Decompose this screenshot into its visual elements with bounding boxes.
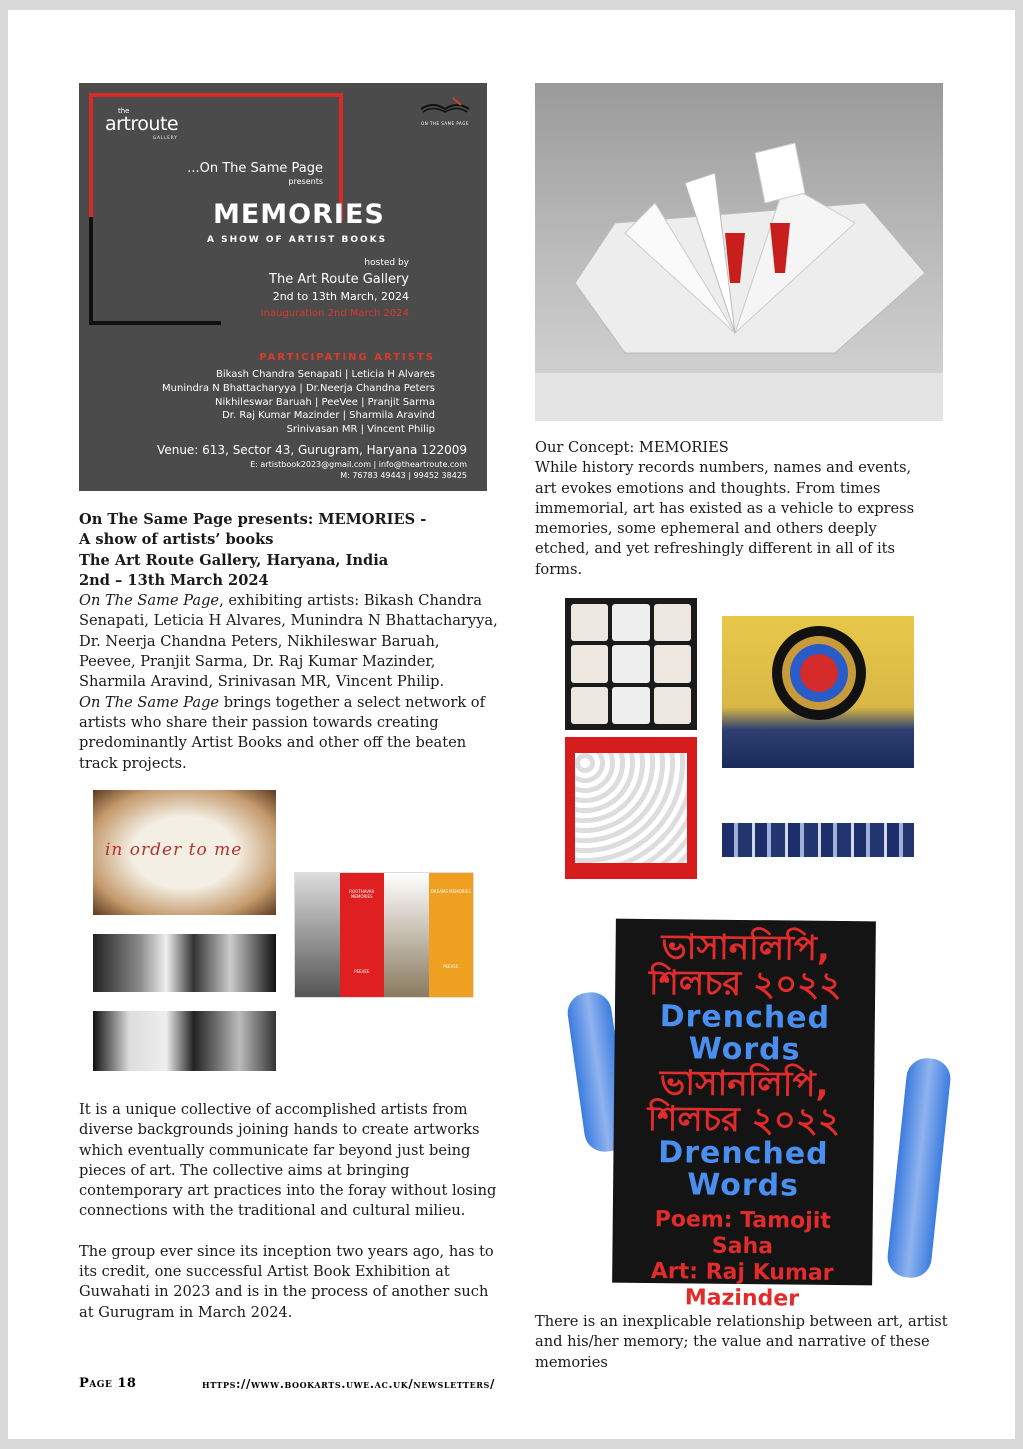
poster-artist-line: Dr. Raj Kumar Mazinder | Sharmila Aravind (222, 410, 435, 422)
tile (612, 645, 649, 682)
caption-italic: On The Same Page (79, 592, 220, 610)
circle-painting-artwork (722, 616, 914, 768)
caption-text: brings together a select network of artists who share their passion towards creating predominantly Artist Books and other off the beaten track projects. (79, 693, 485, 772)
drenched-words-artwork (576, 918, 941, 1312)
caption-paragraph-2 (79, 693, 499, 774)
poem-credit: Poem: Tamojit (654, 1207, 831, 1234)
english-title-2: Words (688, 1031, 801, 1068)
photo-strip-artwork-2 (93, 1011, 276, 1071)
circle-red (800, 654, 838, 692)
caption-dates: 2nd – 13th March 2024 (79, 571, 269, 589)
panel-red-footer: PEEVEE (354, 969, 370, 974)
poster-participating-heading: PARTICIPATING ARTISTS (259, 352, 435, 363)
open-book-icon (417, 95, 473, 115)
poster-black-frame (89, 217, 221, 325)
poster-email: E: artistbook2023@gmail.com | info@theartroute.com (250, 460, 467, 469)
poster-artist-list (162, 368, 435, 437)
caption-paragraph-1 (79, 591, 499, 692)
concept-heading: Our Concept: MEMORIES (535, 439, 729, 456)
tile (571, 687, 608, 724)
artist-book-photo (535, 83, 943, 421)
burnt-paper-artwork (93, 790, 276, 915)
caption-venue: The Art Route Gallery, Haryana, India (79, 551, 389, 569)
english-title-2-repeat: Words (687, 1167, 800, 1204)
panel-orange (429, 873, 474, 997)
red-texture-artwork (565, 737, 697, 879)
tile (571, 645, 608, 682)
panel-photo-2 (384, 873, 429, 997)
caption-title: On The Same Page presents: MEMORIES - (79, 511, 427, 528)
panel-orange-footer: PEEVEE (443, 964, 459, 969)
poster-contact (250, 459, 467, 481)
poster-mobile: M: 76783 49443 | 99452 38425 (340, 471, 467, 480)
blue-ribbon-right (886, 1056, 953, 1279)
concept-section (535, 438, 935, 580)
poem-credit-2: Saha (711, 1233, 774, 1260)
poster-logo: artroute (105, 113, 179, 135)
page-number: Page 18 (79, 1376, 137, 1391)
english-title-repeat: Drenched (658, 1135, 829, 1172)
blue-strip-artwork (722, 823, 914, 857)
folded-book-sculpture (535, 83, 943, 421)
collective-paragraph-1: It is a unique collective of accomplished artists from diverse backgrounds joining hands to create artworks which eventually communicate far beyond just being pieces of art. The collective aims at bringing contemporary art practices into the foray without losing connections with the traditional and cultural milieu. (79, 1101, 497, 1220)
caption-subtitle: A show of artists’ books (79, 531, 274, 549)
drenched-words-board (612, 919, 876, 1312)
poster-presents: presents (288, 177, 323, 186)
exhibition-poster (79, 83, 487, 491)
brand-text: ON THE SAME PAGE (421, 121, 469, 126)
bengali-place: শিলচর ২০২২ (648, 962, 842, 1006)
concept-body: While history records numbers, names and events, art evokes emotions and thoughts. From times immemorial, art has existed as a vehicle to express memories, some ephemeral and others deeply etched, and yet refreshingly different in all of its forms. (535, 459, 915, 578)
bengali-title: ভাসানলিপি, (661, 927, 831, 969)
exhibition-caption (79, 510, 499, 774)
memory-relationship-text: There is an inexplicable relationship between art, artist and his/her memory; the value and narrative of these memories (535, 1313, 948, 1371)
burnt-artwork-text: in order to me (105, 840, 243, 860)
bengali-title-repeat: ভাসানলিপি, (659, 1063, 829, 1105)
poster-presenter: ...On The Same Page (187, 161, 323, 176)
poster-title: MEMORIES (213, 199, 385, 230)
tile (612, 687, 649, 724)
poster-gallery: The Art Route Gallery (269, 272, 409, 287)
collective-paragraph-2: The group ever since its inception two years ago, has to its credit, one successful Artist Book Exhibition at Guwahati in 2023 and is in the process of another such at Gurugram in March 2024. (79, 1242, 494, 1321)
panel-orange-title: DREAMS MEMORIES (430, 889, 471, 894)
poster-artist-line: Nikhileswar Baruah | PeeVee | Pranjit Sarma (215, 396, 435, 408)
poster-logo-sub: GALLERY (153, 135, 178, 140)
english-title: Drenched (659, 999, 831, 1036)
tile (654, 604, 691, 641)
book-panels-artwork (294, 872, 474, 998)
collective-section (79, 1100, 499, 1323)
art-credit: Art: Raj Kumar (650, 1259, 834, 1286)
poster-dates: 2nd to 13th March, 2024 (272, 290, 409, 303)
poster-artist-line: Srinivasan MR | Vincent Philip (286, 424, 435, 436)
panel-photo-1 (295, 873, 340, 997)
tile (571, 604, 608, 641)
caption-text: , exhibiting artists: Bikash Chandra Senapati, Leticia H Alvares, Munindra N Bhattacharyya, Dr. Neerja Chandna Peters, Nikhileswar Baruah, Peevee, Pranjit Sarma, Dr. Raj Kumar Mazinder, Sharmila Aravind, Srinivasan MR, Vincent Philip. (79, 592, 498, 691)
poster-venue: Venue: 613, Sector 43, Gurugram, Haryana 122009 (157, 443, 467, 457)
panel-red-title: ROOTHAVAR MEMORIES (349, 889, 375, 899)
tile (654, 687, 691, 724)
on-the-same-page-logo (415, 95, 475, 126)
tile (654, 645, 691, 682)
poster-subtitle: A SHOW OF ARTIST BOOKS (207, 235, 388, 245)
photo-strip-artwork-1 (93, 934, 276, 992)
nine-tile-artwork (565, 598, 697, 730)
poster-logo-the: the (118, 107, 130, 115)
poster-artist-line: Munindra N Bhattacharyya | Dr.Neerja Chandna Peters (162, 382, 435, 394)
art-credit-2: Mazinder (684, 1285, 800, 1312)
bengali-place-repeat: শিলচর ২০২২ (647, 1098, 841, 1142)
poster-inauguration: Inauguration 2nd March 2024 (260, 308, 409, 319)
caption-italic: On The Same Page (79, 693, 220, 711)
tile (612, 604, 649, 641)
poster-hosted-by: hosted by (364, 258, 409, 268)
white-texture (575, 753, 687, 863)
newsletter-url-link[interactable]: https://www.bookarts.uwe.ac.uk/newsletters/ (202, 1377, 495, 1391)
newsletter-page (8, 10, 1015, 1439)
panel-red (340, 873, 385, 997)
poster-artist-line: Bikash Chandra Senapati | Leticia H Alvares (216, 369, 435, 380)
